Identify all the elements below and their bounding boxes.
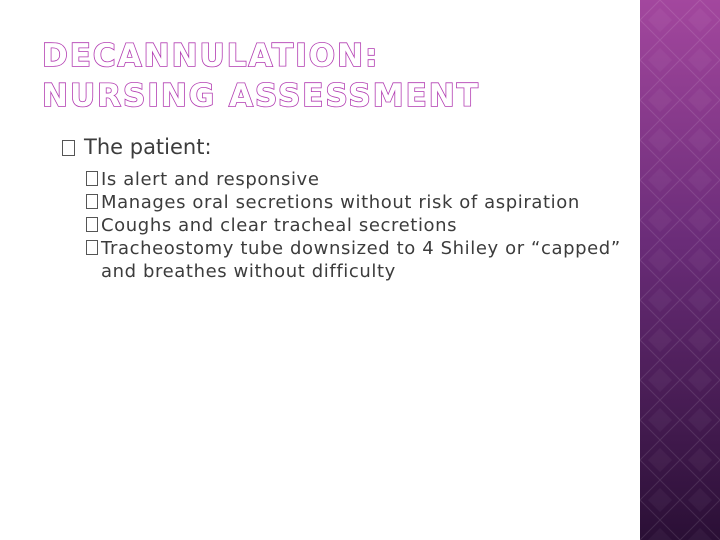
sub-bullet-text: Tracheostomy tube downsized to 4 Shiley or “capped” and breathes without difficulty — [101, 238, 621, 282]
sub-bullet-text: Is alert and responsive — [101, 169, 320, 190]
main-bullet — [62, 132, 622, 162]
sub-bullet-3 — [86, 214, 622, 237]
bullet-box-icon — [86, 217, 98, 232]
bullet-box-icon — [86, 240, 98, 255]
slide-body — [62, 132, 622, 283]
title-line-1: DECANNULATION: — [42, 38, 380, 74]
bullet-box-icon — [62, 140, 75, 156]
sub-bullet-text: Coughs and clear tracheal secretions — [101, 215, 458, 236]
main-bullet-text: The patient: — [84, 135, 212, 159]
bullet-box-icon — [86, 171, 98, 186]
sub-bullet-1 — [86, 168, 622, 191]
title-line-2: NURSING ASSESSMENT — [42, 78, 480, 114]
slide-title — [42, 36, 480, 116]
bullet-box-icon — [86, 194, 98, 209]
sub-bullet-4 — [86, 237, 622, 283]
diamond-pattern — [640, 0, 720, 540]
sub-bullet-2 — [86, 191, 622, 214]
sub-bullet-text: Manages oral secretions without risk of aspiration — [101, 192, 580, 213]
decorative-side-panel — [640, 0, 720, 540]
